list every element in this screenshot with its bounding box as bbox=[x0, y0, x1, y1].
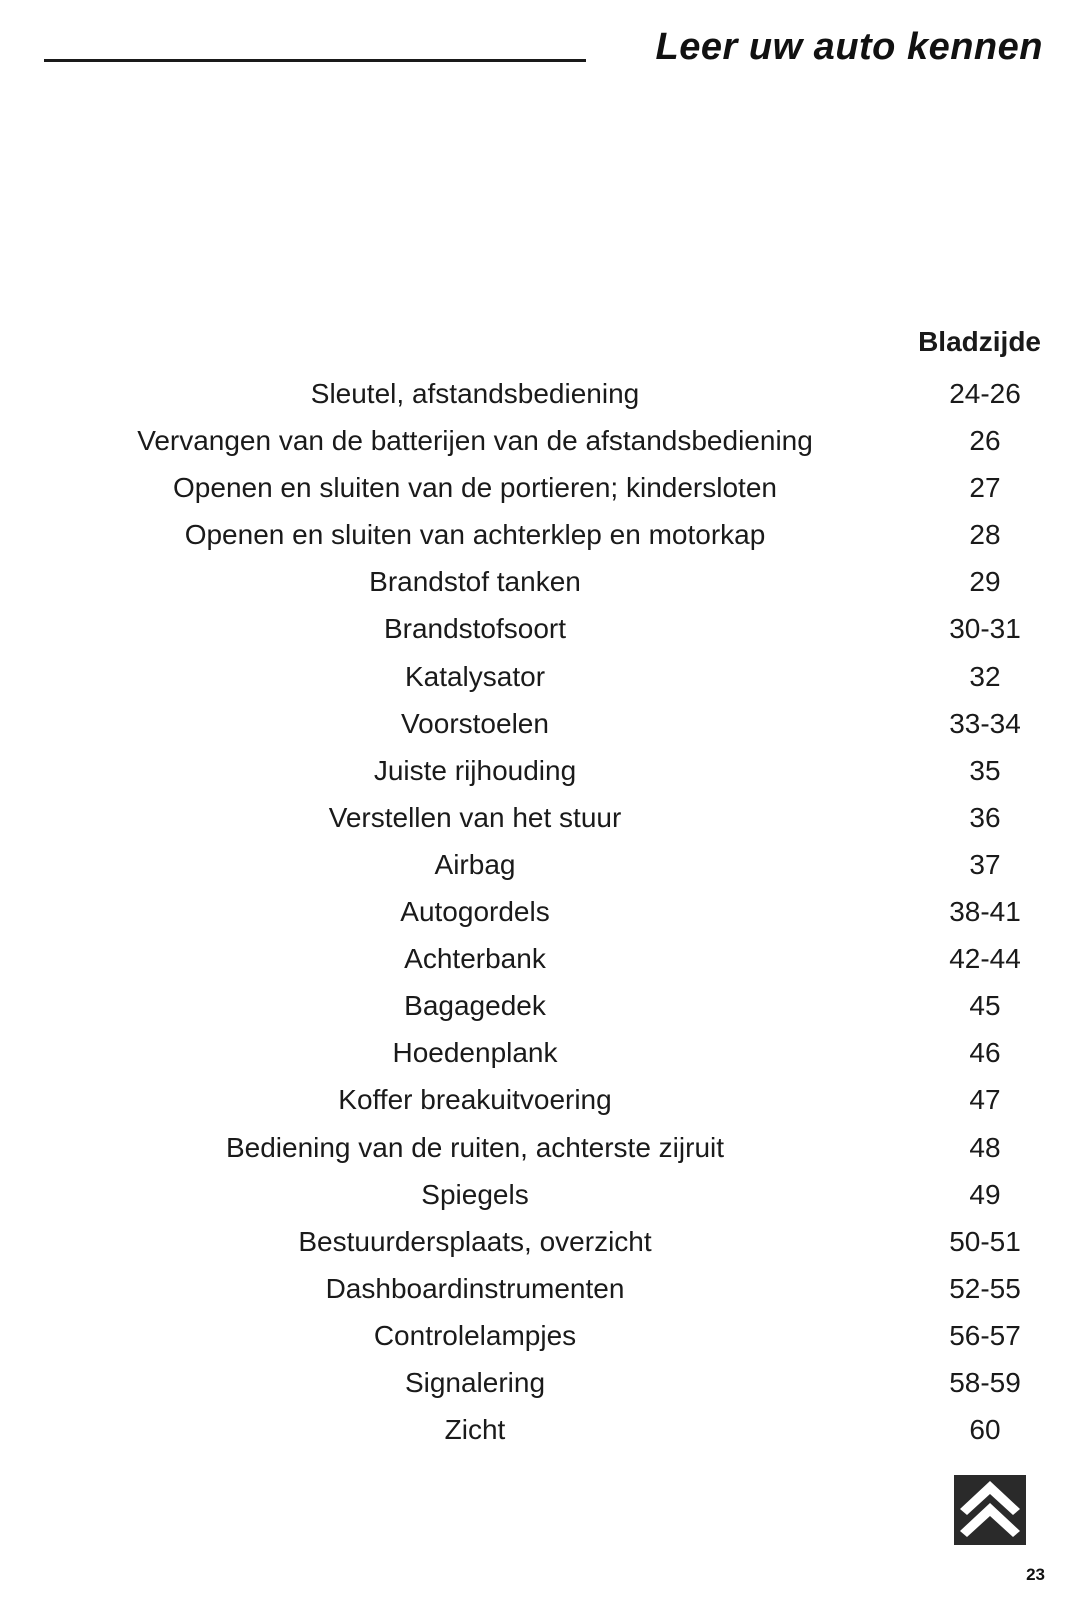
toc-entry-title: Zicht bbox=[444, 1414, 506, 1446]
toc-entry-title: Controlelampjes bbox=[373, 1319, 577, 1351]
toc-entry-title: Dashboardinstrumenten bbox=[325, 1272, 625, 1304]
toc-entry-title: Sleutel, afstandsbediening bbox=[310, 378, 640, 409]
toc-entry-pages: 38-41 bbox=[949, 896, 1021, 928]
toc-entry-pages: 49 bbox=[969, 1178, 1001, 1210]
toc-entry bbox=[0, 897, 1087, 944]
toc-entry-pages: 33-34 bbox=[949, 707, 1021, 739]
page-number: 23 bbox=[1026, 1565, 1045, 1584]
toc-entry bbox=[0, 756, 1087, 803]
toc-entry bbox=[0, 1133, 1087, 1180]
toc-entry-pages: 32 bbox=[969, 660, 1001, 692]
toc-entry bbox=[0, 473, 1087, 520]
toc-entry-title: Openen en sluiten van achterklep en motorkap bbox=[184, 519, 766, 551]
toc-entry-title: Juiste rijhouding bbox=[373, 754, 577, 786]
toc-entry-pages: 58-59 bbox=[949, 1366, 1021, 1398]
toc-entry bbox=[0, 1368, 1087, 1415]
toc-entry-pages: 29 bbox=[969, 566, 1001, 598]
toc-entry-pages: 37 bbox=[969, 848, 1001, 880]
toc-entry bbox=[0, 1180, 1087, 1227]
toc-entry-title: Katalysator bbox=[404, 660, 546, 692]
toc-entry-pages: 50-51 bbox=[949, 1225, 1021, 1257]
toc-entry-title: Koffer breakuitvoering bbox=[338, 1084, 612, 1116]
toc-entry bbox=[0, 850, 1087, 897]
toc-entry-pages: 30-31 bbox=[949, 613, 1021, 645]
toc-entry-pages: 28 bbox=[969, 519, 1001, 551]
double-chevron-logo-icon bbox=[954, 1475, 1026, 1545]
toc-entry-pages: 27 bbox=[969, 472, 1001, 504]
toc-entry bbox=[0, 379, 1087, 426]
toc-entry bbox=[0, 567, 1087, 614]
toc-entry-title: Hoedenplank bbox=[392, 1037, 558, 1069]
toc-entry-pages: 56-57 bbox=[949, 1319, 1021, 1351]
header-rule bbox=[44, 59, 586, 62]
section-title: Leer uw auto kennen bbox=[655, 26, 1043, 68]
toc-entry bbox=[0, 426, 1087, 473]
toc-entry bbox=[0, 803, 1087, 850]
toc-entry-title: Spiegels bbox=[421, 1178, 529, 1210]
table-of-contents bbox=[0, 379, 1087, 1462]
toc-entry-title: Bagagedek bbox=[404, 990, 546, 1022]
toc-entry-pages: 60 bbox=[969, 1414, 1001, 1446]
toc-entry bbox=[0, 1227, 1087, 1274]
toc-entry-pages: 48 bbox=[969, 1131, 1001, 1163]
toc-entry-title: Vervangen van de batterijen van de afstandsbediening bbox=[137, 425, 813, 457]
toc-entry-pages: 26 bbox=[969, 425, 1001, 457]
toc-entry bbox=[0, 1415, 1087, 1462]
toc-entry bbox=[0, 614, 1087, 661]
toc-entry bbox=[0, 662, 1087, 709]
toc-entry-pages: 24-26 bbox=[949, 378, 1021, 409]
toc-entry-pages: 36 bbox=[969, 801, 1001, 833]
toc-entry-title: Airbag bbox=[434, 848, 516, 880]
toc-entry bbox=[0, 1038, 1087, 1085]
toc-entry-pages: 52-55 bbox=[949, 1272, 1021, 1304]
toc-entry-title: Openen en sluiten van de portieren; kindersloten bbox=[173, 472, 777, 504]
toc-entry-title: Voorstoelen bbox=[401, 707, 549, 739]
toc-entry-title: Achterbank bbox=[404, 943, 546, 975]
toc-entry bbox=[0, 1085, 1087, 1132]
toc-entry bbox=[0, 1321, 1087, 1368]
toc-entry-title: Signalering bbox=[404, 1366, 546, 1398]
toc-entry-pages: 47 bbox=[969, 1084, 1001, 1116]
toc-entry-pages: 45 bbox=[969, 990, 1001, 1022]
toc-entry-title: Bestuurdersplaats, overzicht bbox=[298, 1225, 652, 1257]
toc-entry bbox=[0, 944, 1087, 991]
toc-entry-title: Brandstofsoort bbox=[383, 613, 567, 645]
toc-entry-title: Bediening van de ruiten, achterste zijruit bbox=[225, 1131, 725, 1163]
toc-entry bbox=[0, 1274, 1087, 1321]
toc-entry-title: Autogordels bbox=[400, 896, 550, 928]
toc-entry-title: Verstellen van het stuur bbox=[328, 801, 622, 833]
toc-entry-pages: 46 bbox=[969, 1037, 1001, 1069]
toc-entry-pages: 35 bbox=[969, 754, 1001, 786]
toc-entry-title: Brandstof tanken bbox=[369, 566, 581, 598]
toc-entry bbox=[0, 709, 1087, 756]
toc-entry-pages: 42-44 bbox=[949, 943, 1021, 975]
toc-entry bbox=[0, 520, 1087, 567]
toc-entry bbox=[0, 991, 1087, 1038]
page-column-label: Bladzijde bbox=[918, 326, 1041, 357]
